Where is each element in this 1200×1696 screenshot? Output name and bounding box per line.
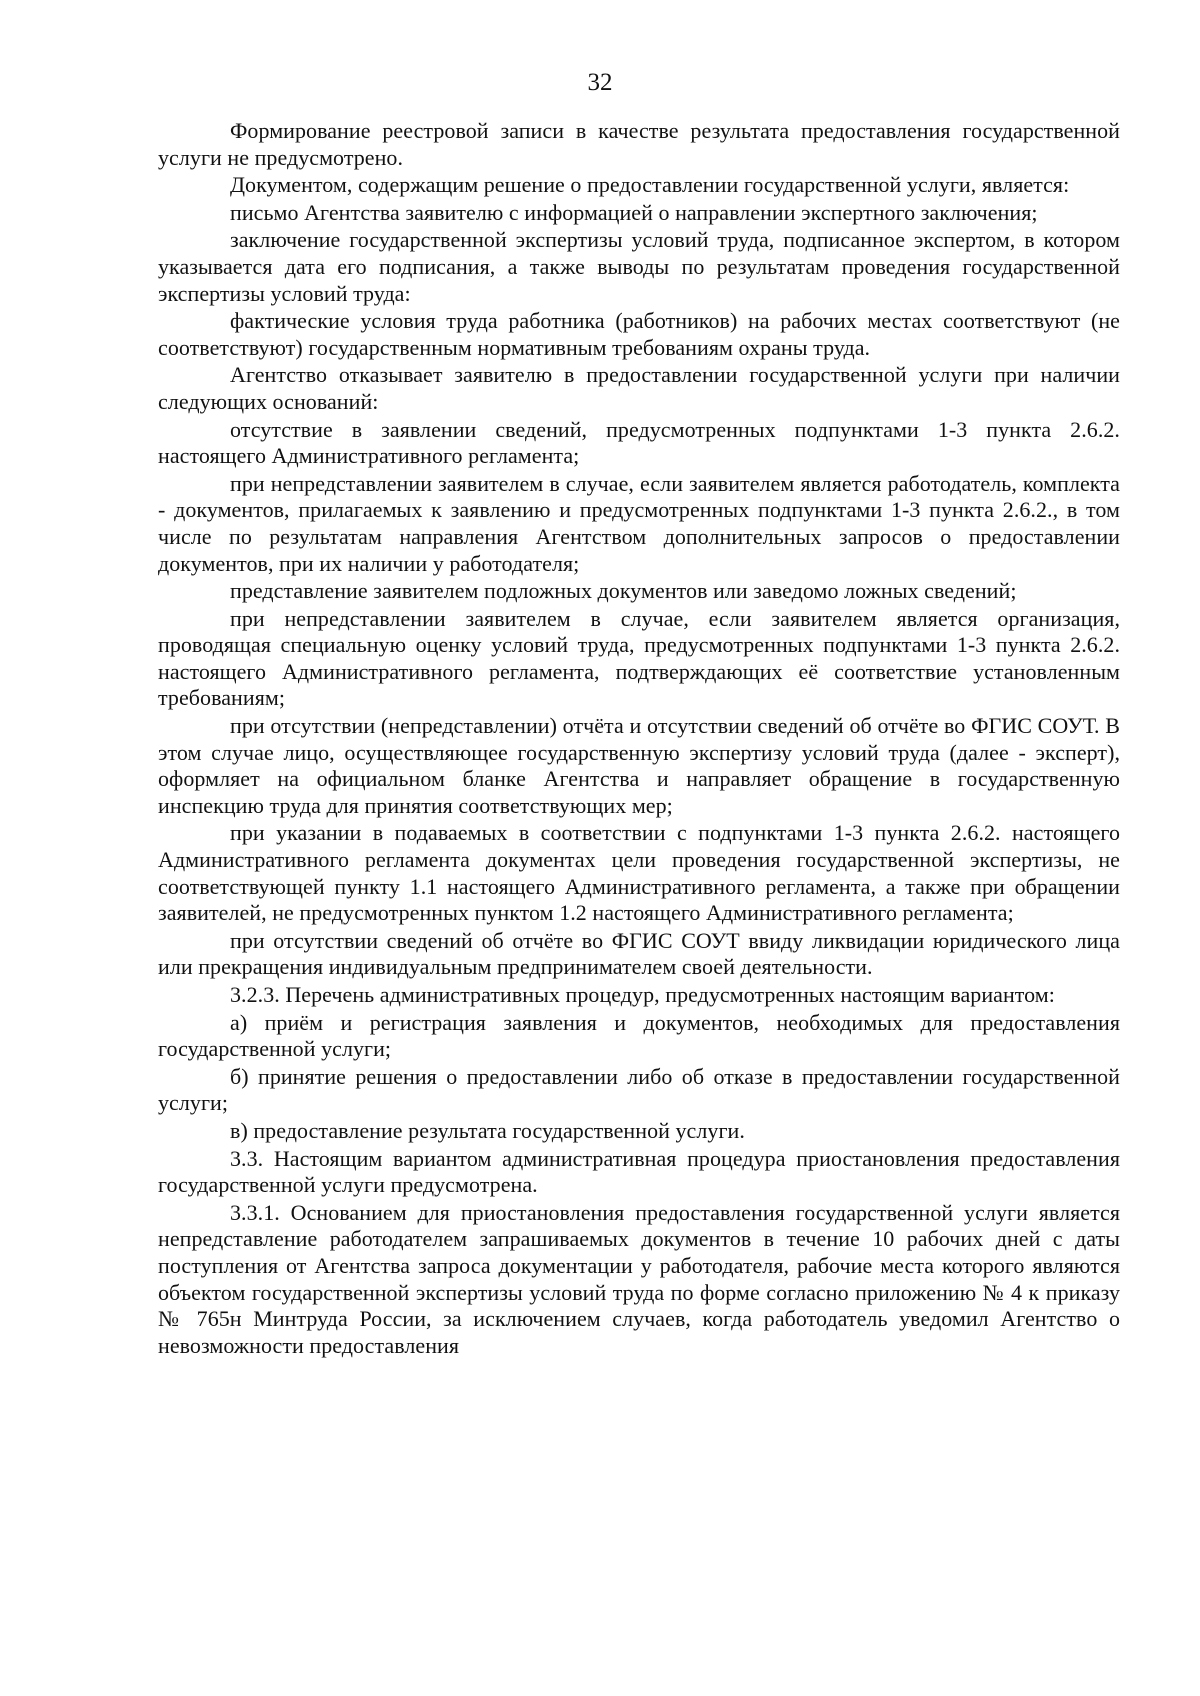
paragraph-organization-documents: при непредставлении заявителем в случае, если заявителем является организация, проводящая специальную оценку условий труда, предусмотренных подпунктами 1-3 пункта 2.6.2. настоящего Административного регламента, подтверждающих её соответствие установленным требованиям; [158,605,1120,711]
paragraph-agency-letter: письмо Агентства заявителю с информацией о направлении экспертного заключения; [230,199,1038,225]
paragraph-employer-documents: при непредставлении заявителем в случае, если заявителем является работодатель, комплекта - документов, прилагаемых к заявлению и предусмотренных подпунктами 1-3 пункта 2.6.2., в том числе по результатам направления Агентством дополнительных запросов о предоставлении документов, при их наличии у работодателя; [158,470,1120,576]
paragraph-false-documents: представление заявителем подложных документов или заведомо ложных сведений; [230,578,1017,604]
paragraph-registry-record: Формирование реестровой записи в качестве результата предоставления государственной услуги не предусмотрено. [158,118,1120,170]
paragraph-item-c: в) предоставление результата государственной услуги. [230,1117,745,1143]
paragraph-wrong-purpose: при указании в подаваемых в соответствии с подпунктами 1-3 пункта 2.6.2. настоящего Административного регламента документах цели проведения государственной экспертизы, не соответствующей пункту 1.1 настоящего Административного регламента, а также при обращении заявителей, не предусмотренных пунктом 1.2 настоящего Административного регламента; [158,820,1120,926]
page-number: 32 [587,69,613,96]
document-body [158,118,1120,1360]
paragraph-section-3-2-3: 3.2.3. Перечень административных процедур, предусмотренных настоящим вариантом: [230,982,1055,1007]
paragraph-actual-conditions: фактические условия труда работника (работников) на рабочих местах соответствуют (не соответствуют) государственным нормативным требованиям охраны труда. [158,308,1120,360]
paragraph-section-3-3: 3.3. Настоящим вариантом административная процедура приостановления предоставления государственной услуги предусмотрена. [158,1145,1120,1198]
paragraph-decision-document: Документом, содержащим решение о предоставлении государственной услуги, является: [230,172,1070,198]
paragraph-section-3-3-1: 3.3.1. Основанием для приостановления предоставления государственной услуги является непредставление работодателем запрашиваемых документов в течение 10 рабочих дней с даты поступления от Агентства запроса документации у работодателя, рабочие места которого являются объектом государственной экспертизы условий труда по форме согласно приложению № 4 к приказу № 765н Минтруда России, за исключением случаев, когда работодатель уведомил Агентство о невозможности предоставления [158,1199,1120,1358]
paragraph-item-b: б) принятие решения о предоставлении либо об отказе в предоставлении государственной услуги; [158,1063,1120,1116]
paragraph-item-a: а) приём и регистрация заявления и документов, необходимых для предоставления государственной услуги; [158,1009,1120,1062]
paragraph-liquidation: при отсутствии сведений об отчёте во ФГИС СОУТ ввиду ликвидации юридического лица или прекращения индивидуальным предпринимателем своей деятельности. [158,927,1120,980]
paragraph-missing-report: при отсутствии (непредставлении) отчёта и отсутствии сведений об отчёте во ФГИС СОУТ. В этом случае лицо, осуществляющее государственную экспертизу условий труда (далее - эксперт), оформляет на официальном бланке Агентства и направляет обращение в государственную инспекцию труда для принятия соответствующих мер; [158,713,1120,818]
paragraph-missing-info: отсутствие в заявлении сведений, предусмотренных подпунктами 1-3 пункта 2.6.2. настоящего Административного регламента; [158,416,1120,469]
paragraph-expertise-conclusion: заключение государственной экспертизы условий труда, подписанное экспертом, в котором указывается дата его подписания, а также выводы по результатам проведения государственной экспертизы условий труда: [158,227,1120,306]
paragraph-refusal-grounds: Агентство отказывает заявителю в предоставлении государственной услуги при наличии следующих оснований: [158,362,1120,414]
